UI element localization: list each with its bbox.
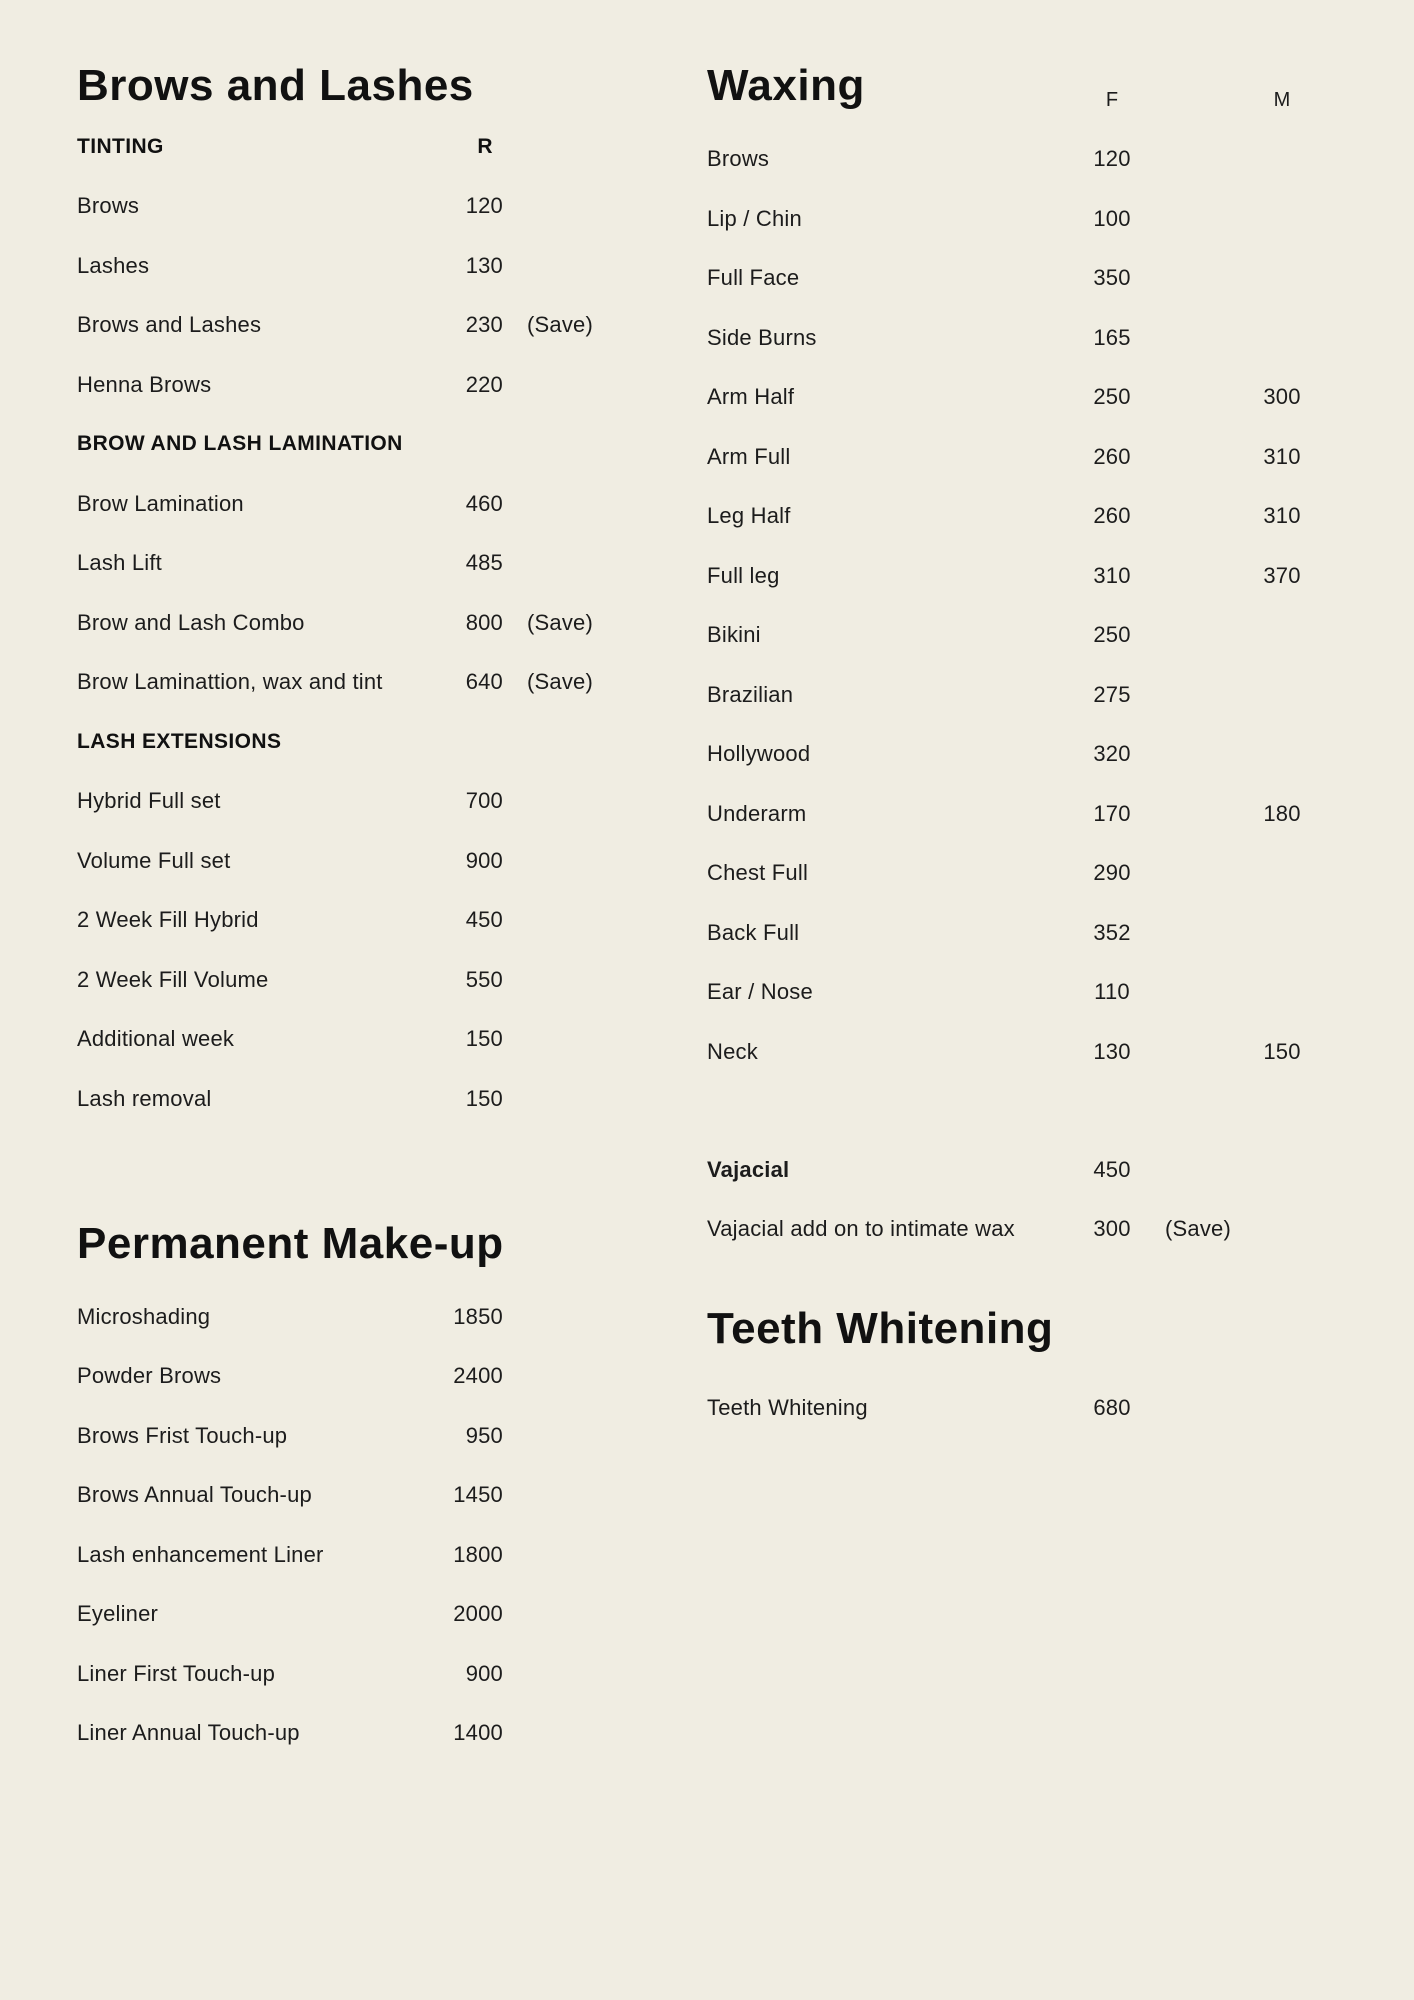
service-label: Brow and Lash Combo [77, 609, 305, 635]
group-header-row [77, 415, 503, 475]
price-row [77, 593, 593, 653]
price-row [77, 1287, 503, 1347]
service-label: Full leg [707, 562, 780, 588]
price-row [707, 1200, 1231, 1260]
save-note: (Save) [1165, 1216, 1231, 1242]
service-price: 220 [465, 371, 503, 397]
male-price: 180 [1263, 800, 1301, 826]
price-row [77, 1644, 503, 1704]
service-label: Hybrid Full set [77, 788, 221, 814]
service-price: 460 [465, 490, 503, 516]
price-row [77, 534, 503, 594]
female-price: 350 [1093, 265, 1131, 291]
waxing-rows [707, 130, 1337, 1082]
waxing-row [707, 427, 1337, 487]
service-label: Hollywood [707, 741, 811, 767]
service-label: Full Face [707, 265, 800, 291]
service-label: Brow Laminattion, wax and tint [77, 669, 383, 695]
service-label: Additional week [77, 1026, 235, 1052]
service-price: 700 [465, 788, 503, 814]
price-row [77, 236, 503, 296]
service-price: 800 [465, 609, 503, 635]
price-row [77, 1347, 503, 1407]
female-price: 165 [1093, 324, 1131, 350]
price-row [77, 1525, 503, 1585]
service-price: 1450 [453, 1482, 503, 1508]
service-label: Teeth Whitening [707, 1394, 868, 1420]
price-row [707, 1378, 1167, 1438]
service-price: 120 [465, 193, 503, 219]
female-price: 120 [1093, 146, 1131, 172]
price-row [77, 296, 593, 356]
service-label: Bikini [707, 622, 761, 648]
price-row [707, 1140, 1167, 1200]
female-price: 110 [1094, 979, 1130, 1005]
service-label: Lip / Chin [707, 205, 802, 231]
price-row [77, 1585, 503, 1645]
service-label: Lash Lift [77, 550, 162, 576]
group-header-label: LASH EXTENSIONS [77, 729, 282, 753]
service-label: Powder Brows [77, 1363, 222, 1389]
service-label: Liner Annual Touch-up [77, 1720, 300, 1746]
female-price: 260 [1093, 503, 1131, 529]
service-price: 150 [465, 1026, 503, 1052]
service-label: Lash enhancement Liner [77, 1541, 324, 1567]
service-price: 300 [1093, 1216, 1131, 1242]
service-label: Chest Full [707, 860, 809, 886]
female-price: 310 [1093, 562, 1131, 588]
price-row [77, 355, 503, 415]
service-label: Neck [707, 1038, 758, 1064]
price-row [77, 891, 503, 951]
service-price: 680 [1093, 1394, 1131, 1420]
service-label: Microshading [77, 1303, 211, 1329]
service-label: Brows [77, 193, 140, 219]
female-column-header: F [1105, 88, 1119, 111]
female-price: 100 [1093, 205, 1131, 231]
service-label: Brows and Lashes [77, 312, 262, 338]
service-label: 2 Week Fill Volume [77, 966, 269, 992]
service-label: Henna Brows [77, 371, 212, 397]
save-note: (Save) [527, 669, 593, 695]
group-header-row [77, 712, 503, 772]
service-price: 2000 [453, 1601, 503, 1627]
service-price: 485 [465, 550, 503, 576]
service-label: Liner First Touch-up [77, 1660, 276, 1686]
male-price: 150 [1263, 1038, 1301, 1064]
price-row [77, 653, 593, 713]
service-price: 150 [465, 1085, 503, 1111]
male-price: 370 [1263, 562, 1301, 588]
group-header-label: BROW AND LASH LAMINATION [77, 432, 403, 456]
service-price: 1400 [453, 1720, 503, 1746]
price-row [77, 1406, 503, 1466]
service-label: Side Burns [707, 324, 817, 350]
price-column-header: R [477, 134, 493, 158]
waxing-title: Waxing [707, 61, 865, 110]
price-row [77, 950, 503, 1010]
waxing-column-headers [707, 86, 1337, 114]
male-price: 310 [1263, 503, 1301, 529]
service-label: Ear / Nose [707, 979, 813, 1005]
service-price: 230 [465, 312, 503, 338]
service-price: 1850 [453, 1303, 503, 1329]
service-price: 640 [465, 669, 503, 695]
service-label: Vajacial add on to intimate wax [707, 1216, 1015, 1242]
service-price: 900 [465, 847, 503, 873]
service-price: 2400 [453, 1363, 503, 1389]
service-label: Back Full [707, 919, 800, 945]
waxing-row [707, 189, 1337, 249]
waxing-row [707, 368, 1337, 428]
service-label: Eyeliner [77, 1601, 159, 1627]
female-price: 250 [1093, 384, 1131, 410]
service-price: 550 [465, 966, 503, 992]
service-label: Arm Full [707, 443, 791, 469]
service-label: Brows Frist Touch-up [77, 1422, 288, 1448]
price-row [77, 177, 503, 237]
brows-lashes-rows [77, 117, 593, 1129]
waxing-row [707, 546, 1337, 606]
waxing-row [707, 784, 1337, 844]
female-price: 130 [1093, 1038, 1131, 1064]
service-price: 900 [465, 1660, 503, 1686]
waxing-row [707, 308, 1337, 368]
female-price: 260 [1093, 443, 1131, 469]
service-price: 1800 [453, 1541, 503, 1567]
price-row [77, 1069, 503, 1129]
waxing-row [707, 844, 1337, 904]
waxing-row [707, 487, 1337, 547]
waxing-row [707, 1022, 1337, 1082]
waxing-row [707, 963, 1337, 1023]
service-label: 2 Week Fill Hybrid [77, 907, 259, 933]
save-note: (Save) [527, 609, 593, 635]
group-header-row [77, 117, 503, 177]
group-header-label: TINTING [77, 134, 164, 158]
permanent-makeup-title: Permanent Make-up [77, 1219, 504, 1268]
male-price: 300 [1263, 384, 1301, 410]
male-column-header: M [1273, 88, 1291, 111]
female-price: 290 [1093, 860, 1131, 886]
service-label: Brow Lamination [77, 490, 244, 516]
save-note: (Save) [527, 312, 593, 338]
service-label: Lash removal [77, 1085, 212, 1111]
service-label: Leg Half [707, 503, 791, 529]
service-label: Vajacial [707, 1156, 790, 1182]
female-price: 250 [1093, 622, 1131, 648]
service-price: 950 [465, 1422, 503, 1448]
price-row [77, 474, 503, 534]
male-price: 310 [1263, 443, 1301, 469]
service-label: Volume Full set [77, 847, 231, 873]
price-row [77, 772, 503, 832]
price-row [77, 1010, 503, 1070]
service-label: Lashes [77, 252, 150, 278]
service-label: Underarm [707, 800, 807, 826]
price-row [77, 831, 503, 891]
waxing-row [707, 606, 1337, 666]
female-price: 320 [1093, 741, 1131, 767]
service-label: Brows [707, 146, 770, 172]
service-price: 450 [1093, 1156, 1131, 1182]
female-price: 352 [1093, 919, 1131, 945]
waxing-row [707, 665, 1337, 725]
waxing-row [707, 903, 1337, 963]
female-price: 275 [1093, 681, 1131, 707]
brows-lashes-title: Brows and Lashes [77, 61, 474, 110]
service-label: Brazilian [707, 681, 794, 707]
vajacial-rows [707, 1140, 1231, 1259]
waxing-row [707, 130, 1337, 190]
price-row [77, 1704, 503, 1764]
teeth-whitening-rows [707, 1378, 1167, 1438]
service-price: 450 [465, 907, 503, 933]
teeth-whitening-title: Teeth Whitening [707, 1304, 1054, 1353]
permanent-makeup-rows [77, 1287, 503, 1763]
waxing-row [707, 249, 1337, 309]
service-price: 130 [465, 252, 503, 278]
price-row [77, 1466, 503, 1526]
female-price: 170 [1093, 800, 1131, 826]
service-label: Brows Annual Touch-up [77, 1482, 312, 1508]
service-label: Arm Half [707, 384, 795, 410]
waxing-row [707, 725, 1337, 785]
